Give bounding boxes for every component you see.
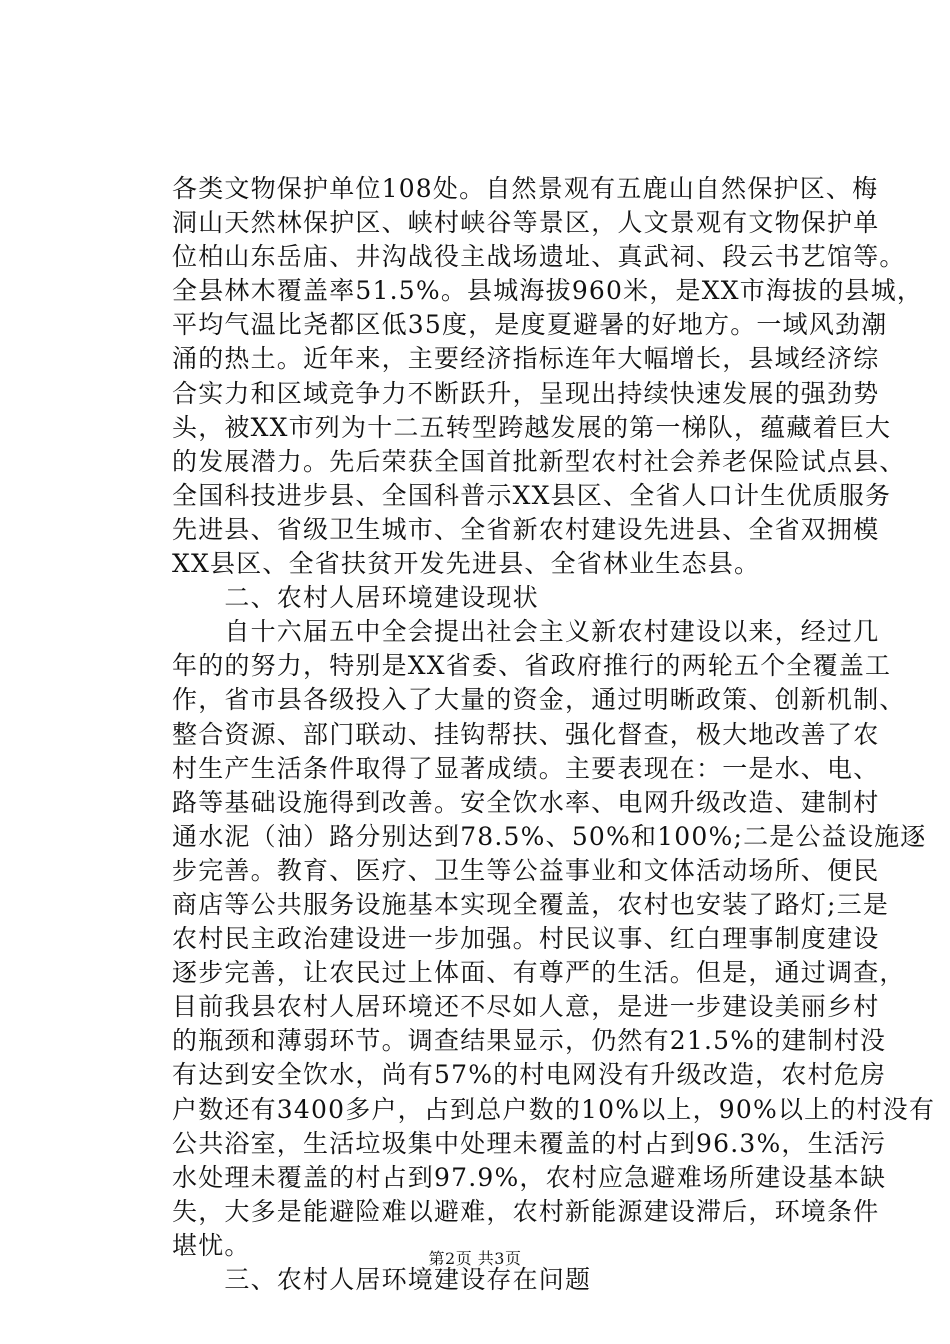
body-line: 路等基础设施得到改善。安全饮水率、电网升级改造、建制村 bbox=[172, 787, 880, 817]
body-line: 全县林木覆盖率51.5%。县城海拔960米，是XX市海拔的县城， bbox=[172, 276, 924, 306]
body-line: 商店等公共服务设施基本实现全覆盖，农村也安装了路灯;三是 bbox=[172, 889, 890, 919]
body-line: 全国科技进步县、全国科普示XX县区、全省人口计生优质服务 bbox=[172, 480, 892, 510]
body-line: 水处理未覆盖的村占到97.9%，农村应急避难场所建设基本缺 bbox=[172, 1162, 887, 1192]
body-line: 涌的热土。近年来，主要经济指标连年大幅增长，县域经济综 bbox=[172, 344, 880, 374]
body-line: 户数还有3400多户，占到总户数的10%以上，90%以上的村没有 bbox=[172, 1094, 936, 1124]
body-line: 的瓶颈和薄弱环节。调查结果显示，仍然有21.5%的建制村没 bbox=[172, 1026, 887, 1056]
body-line: 作，省市县各级投入了大量的资金，通过明晰政策、创新机制、 bbox=[172, 685, 906, 715]
body-line: 整合资源、部门联动、挂钩帮扶、强化督查，极大地改善了农 bbox=[172, 719, 880, 749]
body-line: 平均气温比尧都区低35度，是度夏避暑的好地方。一域风劲潮 bbox=[172, 310, 888, 340]
body-line: 逐步完善，让农民过上体面、有尊严的生活。但是，通过调查， bbox=[172, 958, 906, 988]
body-line: XX县区、全省扶贫开发先进县、全省林业生态县。 bbox=[172, 549, 761, 579]
body-line: 目前我县农村人居环境还不尽如人意，是进一步建设美丽乡村 bbox=[172, 992, 880, 1022]
body-line: 村生产生活条件取得了显著成绩。主要表现在：一是水、电、 bbox=[172, 753, 880, 783]
document-body bbox=[172, 172, 936, 1297]
body-line: 有达到安全饮水，尚有57%的村电网没有升级改造，农村危房 bbox=[172, 1060, 887, 1090]
body-line: 公共浴室，生活垃圾集中处理未覆盖的村占到96.3%，生活污 bbox=[172, 1128, 887, 1158]
body-line: 先进县、省级卫生城市、全省新农村建设先进县、全省双拥模 bbox=[172, 514, 880, 544]
body-line: 堪忧。 bbox=[172, 1230, 251, 1260]
body-line: 年的的努力，特别是XX省委、省政府推行的两轮五个全覆盖工 bbox=[172, 651, 892, 681]
body-line: 的发展潜力。先后荣获全国首批新型农村社会养老保险试点县、 bbox=[172, 446, 906, 476]
body-line: 位柏山东岳庙、井沟战役主战场遗址、真武祠、段云书艺馆等。 bbox=[172, 242, 906, 272]
body-line: 农村民主政治建设进一步加强。村民议事、红白理事制度建设 bbox=[172, 924, 880, 954]
body-line: 各类文物保护单位108处。自然景观有五鹿山自然保护区、梅 bbox=[172, 174, 879, 203]
body-line: 头，被XX市列为十二五转型跨越发展的第一梯队，蕴藏着巨大 bbox=[172, 412, 892, 442]
body-line: 洞山天然林保护区、峡村峡谷等景区，人文景观有文物保护单 bbox=[172, 208, 880, 238]
body-line: 失，大多是能避险难以避难，农村新能源建设滞后，环境条件 bbox=[172, 1196, 880, 1226]
section-heading-3: 三、农村人居环境建设存在问题 bbox=[172, 1265, 592, 1294]
body-line: 步完善。教育、医疗、卫生等公益事业和文体活动场所、便民 bbox=[172, 855, 880, 885]
page-number-footer: 第2页 共3页 bbox=[428, 1249, 522, 1268]
body-line: 自十六届五中全会提出社会主义新农村建设以来，经过几 bbox=[172, 617, 880, 647]
section-heading-2: 二、农村人居环境建设现状 bbox=[172, 583, 539, 613]
body-line: 合实力和区域竞争力不断跃升，呈现出持续快速发展的强劲势 bbox=[172, 378, 880, 408]
body-line: 通水泥（油）路分别达到78.5%、50%和100%;二是公益设施逐 bbox=[172, 821, 927, 851]
